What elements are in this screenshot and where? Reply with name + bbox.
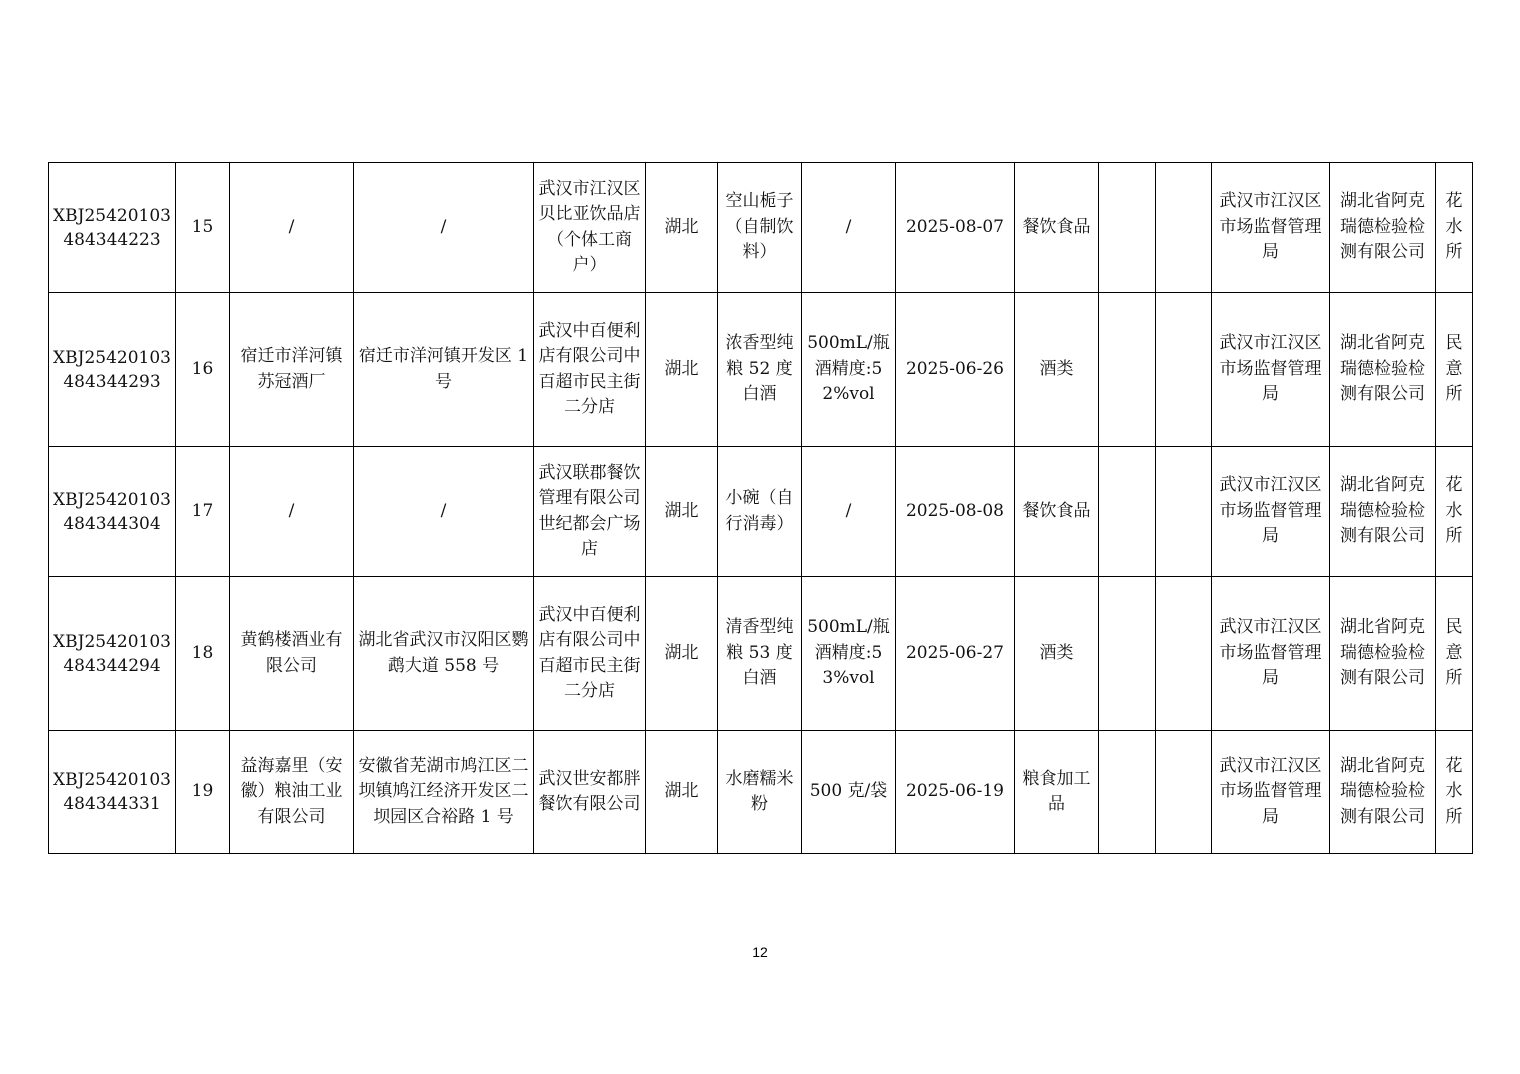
sequence-cell: 17 [176, 447, 230, 577]
specification-cell: / [802, 163, 896, 293]
production-date-cell: 2025-08-08 [896, 447, 1015, 577]
product-name-cell: 水磨糯米粉 [718, 731, 802, 854]
production-date-cell: 2025-08-07 [896, 163, 1015, 293]
specification-cell: 500 克/袋 [802, 731, 896, 854]
empty-cell [1156, 163, 1212, 293]
empty-cell [1099, 163, 1156, 293]
product-name-cell: 浓香型纯粮 52 度白酒 [718, 293, 802, 447]
empty-cell [1156, 447, 1212, 577]
production-date-cell: 2025-06-27 [896, 577, 1015, 731]
producer-address-cell: / [354, 447, 534, 577]
sample-code-cell: XBJ25420103484344293 [49, 293, 176, 447]
production-date-cell: 2025-06-26 [896, 293, 1015, 447]
table-row [49, 163, 1473, 293]
food-category-cell: 餐饮食品 [1015, 447, 1099, 577]
empty-cell [1099, 293, 1156, 447]
sampled-unit-cell: 武汉中百便利店有限公司中百超市民主街二分店 [534, 293, 646, 447]
supervising-authority-cell: 武汉市江汉区市场监督管理局 [1212, 731, 1330, 854]
supervising-authority-cell: 武汉市江汉区市场监督管理局 [1212, 293, 1330, 447]
production-date-cell: 2025-06-19 [896, 731, 1015, 854]
table-row [49, 447, 1473, 577]
province-cell: 湖北 [646, 731, 718, 854]
empty-cell [1099, 577, 1156, 731]
empty-cell [1099, 447, 1156, 577]
producer-name-cell: / [230, 163, 354, 293]
product-name-cell: 清香型纯粮 53 度白酒 [718, 577, 802, 731]
producer-address-cell: 宿迁市洋河镇开发区 1 号 [354, 293, 534, 447]
empty-cell [1156, 293, 1212, 447]
testing-lab-cell: 湖北省阿克瑞德检验检测有限公司 [1330, 163, 1436, 293]
specification-cell: 500mL/瓶 酒精度:53%vol [802, 577, 896, 731]
supervising-authority-cell: 武汉市江汉区市场监督管理局 [1212, 163, 1330, 293]
sequence-cell: 15 [176, 163, 230, 293]
local-office-cell: 民意所 [1436, 293, 1473, 447]
producer-name-cell: 黄鹤楼酒业有限公司 [230, 577, 354, 731]
empty-cell [1099, 731, 1156, 854]
sampling-results-table [48, 162, 1473, 854]
local-office-cell: 民意所 [1436, 577, 1473, 731]
sample-code-cell: XBJ25420103484344331 [49, 731, 176, 854]
producer-name-cell: 益海嘉里（安徽）粮油工业有限公司 [230, 731, 354, 854]
producer-name-cell: 宿迁市洋河镇苏冠酒厂 [230, 293, 354, 447]
product-name-cell: 小碗（自行消毒） [718, 447, 802, 577]
sampled-unit-cell: 武汉市江汉区贝比亚饮品店（个体工商户） [534, 163, 646, 293]
sampled-unit-cell: 武汉联郡餐饮管理有限公司世纪都会广场店 [534, 447, 646, 577]
food-category-cell: 酒类 [1015, 577, 1099, 731]
testing-lab-cell: 湖北省阿克瑞德检验检测有限公司 [1330, 293, 1436, 447]
producer-address-cell: 湖北省武汉市汉阳区鹦鹉大道 558 号 [354, 577, 534, 731]
local-office-cell: 花水所 [1436, 731, 1473, 854]
table-row [49, 731, 1473, 854]
supervising-authority-cell: 武汉市江汉区市场监督管理局 [1212, 577, 1330, 731]
sequence-cell: 19 [176, 731, 230, 854]
sample-code-cell: XBJ25420103484344294 [49, 577, 176, 731]
table-row [49, 293, 1473, 447]
sample-code-cell: XBJ25420103484344223 [49, 163, 176, 293]
sample-code-cell: XBJ25420103484344304 [49, 447, 176, 577]
local-office-cell: 花水所 [1436, 163, 1473, 293]
page-number: 12 [752, 944, 768, 960]
testing-lab-cell: 湖北省阿克瑞德检验检测有限公司 [1330, 731, 1436, 854]
local-office-cell: 花水所 [1436, 447, 1473, 577]
specification-cell: / [802, 447, 896, 577]
empty-cell [1156, 577, 1212, 731]
sampled-unit-cell: 武汉世安都胖餐饮有限公司 [534, 731, 646, 854]
food-category-cell: 餐饮食品 [1015, 163, 1099, 293]
testing-lab-cell: 湖北省阿克瑞德检验检测有限公司 [1330, 577, 1436, 731]
province-cell: 湖北 [646, 447, 718, 577]
food-category-cell: 粮食加工品 [1015, 731, 1099, 854]
product-name-cell: 空山栀子（自制饮料） [718, 163, 802, 293]
sequence-cell: 18 [176, 577, 230, 731]
province-cell: 湖北 [646, 293, 718, 447]
province-cell: 湖北 [646, 163, 718, 293]
sequence-cell: 16 [176, 293, 230, 447]
table-row [49, 577, 1473, 731]
empty-cell [1156, 731, 1212, 854]
testing-lab-cell: 湖北省阿克瑞德检验检测有限公司 [1330, 447, 1436, 577]
province-cell: 湖北 [646, 577, 718, 731]
food-category-cell: 酒类 [1015, 293, 1099, 447]
producer-name-cell: / [230, 447, 354, 577]
supervising-authority-cell: 武汉市江汉区市场监督管理局 [1212, 447, 1330, 577]
producer-address-cell: 安徽省芜湖市鸠江区二坝镇鸠江经济开发区二坝园区合裕路 1 号 [354, 731, 534, 854]
producer-address-cell: / [354, 163, 534, 293]
sampled-unit-cell: 武汉中百便利店有限公司中百超市民主街二分店 [534, 577, 646, 731]
specification-cell: 500mL/瓶 酒精度:52%vol [802, 293, 896, 447]
